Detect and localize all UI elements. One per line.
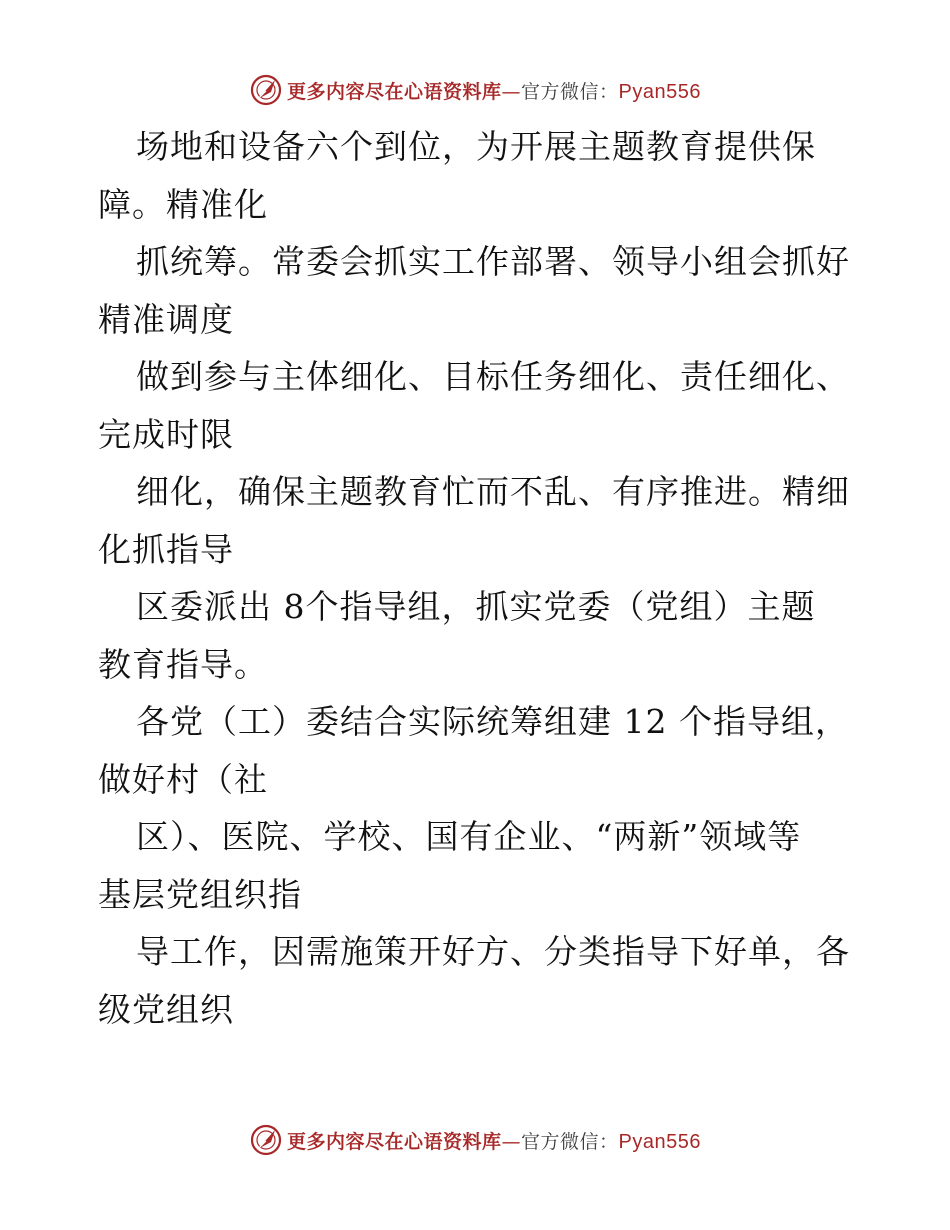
footer-banner — [0, 1120, 950, 1160]
header-banner — [0, 70, 950, 110]
text-line: 场地和设备六个到位，为开展主题教育提供保 — [136, 127, 816, 166]
banner-main-text: 更多内容尽在心语资料库 — [287, 80, 502, 103]
text-line: 教育指导。 — [98, 644, 268, 684]
text-line: 化抓指导 — [98, 529, 234, 569]
text-line: 区）、医院、学校、国有企业、“两新”领域等 — [136, 817, 802, 856]
text-line: 各党（工）委结合实际统筹组建 12 个指导组， — [136, 702, 849, 741]
text-line: 区委派出 8个指导组，抓实党委（党组）主题 — [136, 587, 816, 626]
text-line: 障。精准化 — [98, 184, 268, 224]
text-line: 抓统筹。常委会抓实工作部署、领导小组会抓好 — [136, 242, 850, 281]
banner-main-text: 更多内容尽在心语资料库 — [287, 1130, 502, 1153]
quill-pen-logo-icon — [249, 1123, 283, 1157]
banner-wechat-id: Pyan556 — [618, 1130, 701, 1153]
text-line: 完成时限 — [98, 414, 234, 454]
text-line: 级党组织 — [98, 989, 234, 1029]
quill-pen-logo-icon — [249, 73, 283, 107]
banner-wechat-id: Pyan556 — [618, 80, 701, 103]
banner-dash: — — [501, 1130, 522, 1153]
text-line: 导工作，因需施策开好方、分类指导下好单，各 — [136, 932, 850, 971]
banner-official-label: 官方微信： — [521, 80, 619, 103]
text-line: 做好村（社 — [98, 759, 268, 799]
text-line: 细化，确保主题教育忙而不乱、有序推进。精细 — [136, 472, 850, 511]
banner-dash: — — [501, 80, 522, 103]
banner-official-label: 官方微信： — [521, 1130, 619, 1153]
text-line: 精准调度 — [98, 299, 234, 339]
text-line: 做到参与主体细化、目标任务细化、责任细化、 — [136, 357, 850, 396]
text-line: 基层党组织指 — [98, 874, 302, 914]
document-body — [98, 118, 858, 1038]
